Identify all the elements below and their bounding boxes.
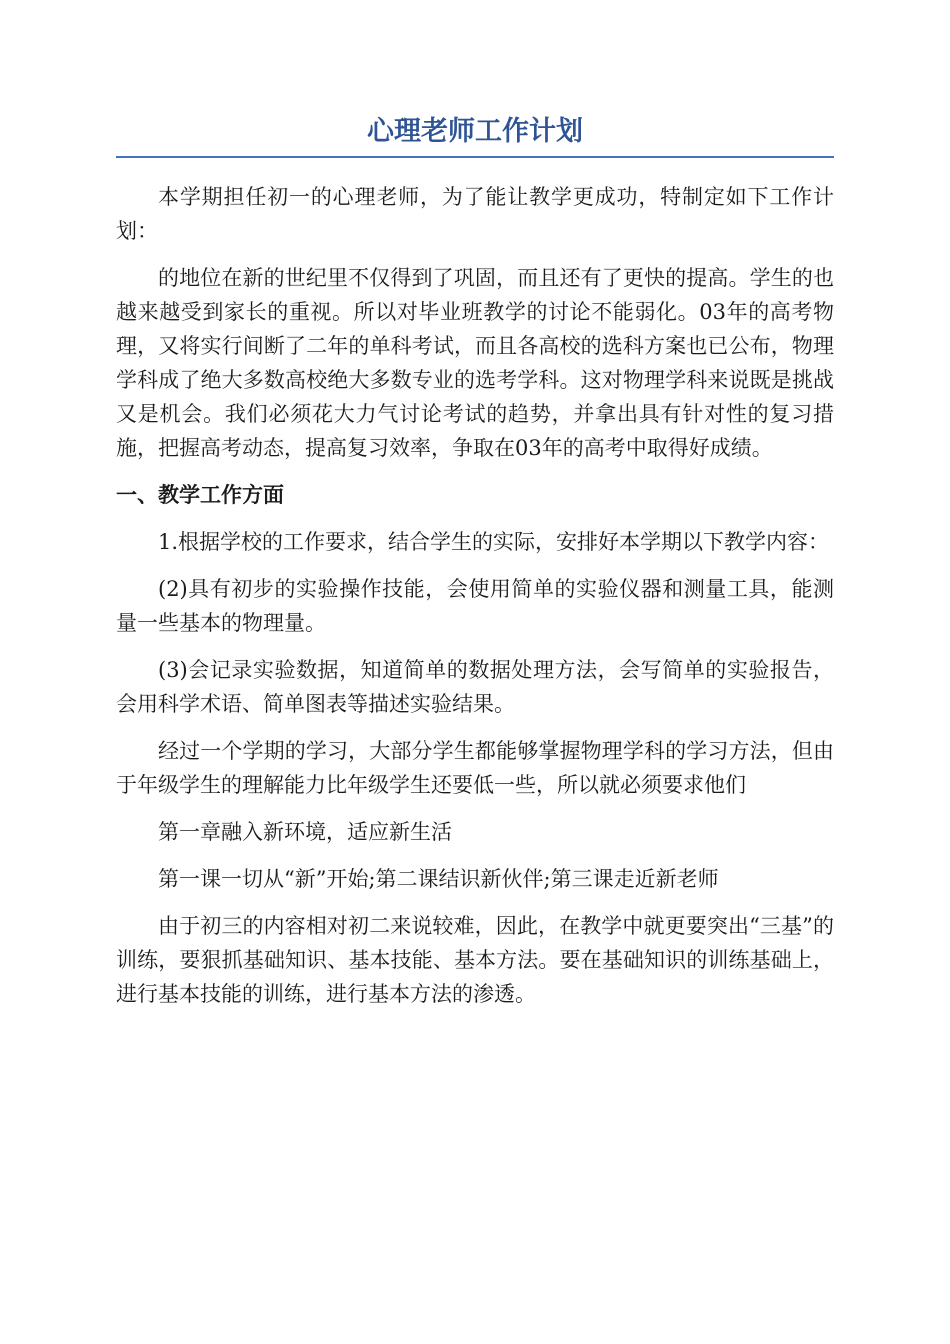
section-paragraph: (3)会记录实验数据，知道简单的数据处理方法，会写简单的实验报告，会用科学术语、简单图表等描述实验结果。: [116, 658, 834, 716]
section-paragraph: (2)具有初步的实验操作技能，会使用简单的实验仪器和测量工具，能测量一些基本的物理量。: [116, 577, 834, 635]
title-underline-rule: [116, 156, 834, 158]
intro-paragraph: 本学期担任初一的心理老师，为了能让教学更成功，特制定如下工作计划：: [116, 185, 834, 243]
section-heading: 一、教学工作方面: [116, 483, 284, 507]
section-paragraph: 第一章融入新环境，适应新生活: [158, 820, 452, 844]
section-paragraph: 1.根据学校的工作要求，结合学生的实际，安排好本学期以下教学内容：: [158, 530, 830, 554]
section-paragraph: 由于初三的内容相对初二来说较难，因此，在教学中就更要突出“三基”的训练，要狠抓基础知识、基本技能、基本方法。要在基础知识的训练基础上，进行基本技能的训练，进行基本方法的渗透。: [116, 914, 834, 1006]
body-paragraph: 的地位在新的世纪里不仅得到了巩固，而且还有了更快的提高。学生的也越来越受到家长的重视。所以对毕业班教学的讨论不能弱化。03年的高考物理，又将实行间断了二年的单科考试，而且各高校的选科方案也已公布，物理学科成了绝大多数高校绝大多数专业的选考学科。这对物理学科来说既是挑战又是机会。我们必须花大力气讨论考试的趋势，并拿出具有针对性的复习措施，把握高考动态，提高复习效率，争取在03年的高考中取得好成绩。: [116, 266, 834, 460]
document-page: [116, 112, 834, 1024]
section-paragraph: 第一课一切从“新”开始;第二课结识新伙伴;第三课走近新老师: [158, 867, 719, 891]
section-paragraph: 经过一个学期的学习，大部分学生都能够掌握物理学科的学习方法，但由于年级学生的理解能力比年级学生还要低一些，所以就必须要求他们: [116, 739, 834, 797]
document-title: 心理老师工作计划: [367, 116, 583, 147]
